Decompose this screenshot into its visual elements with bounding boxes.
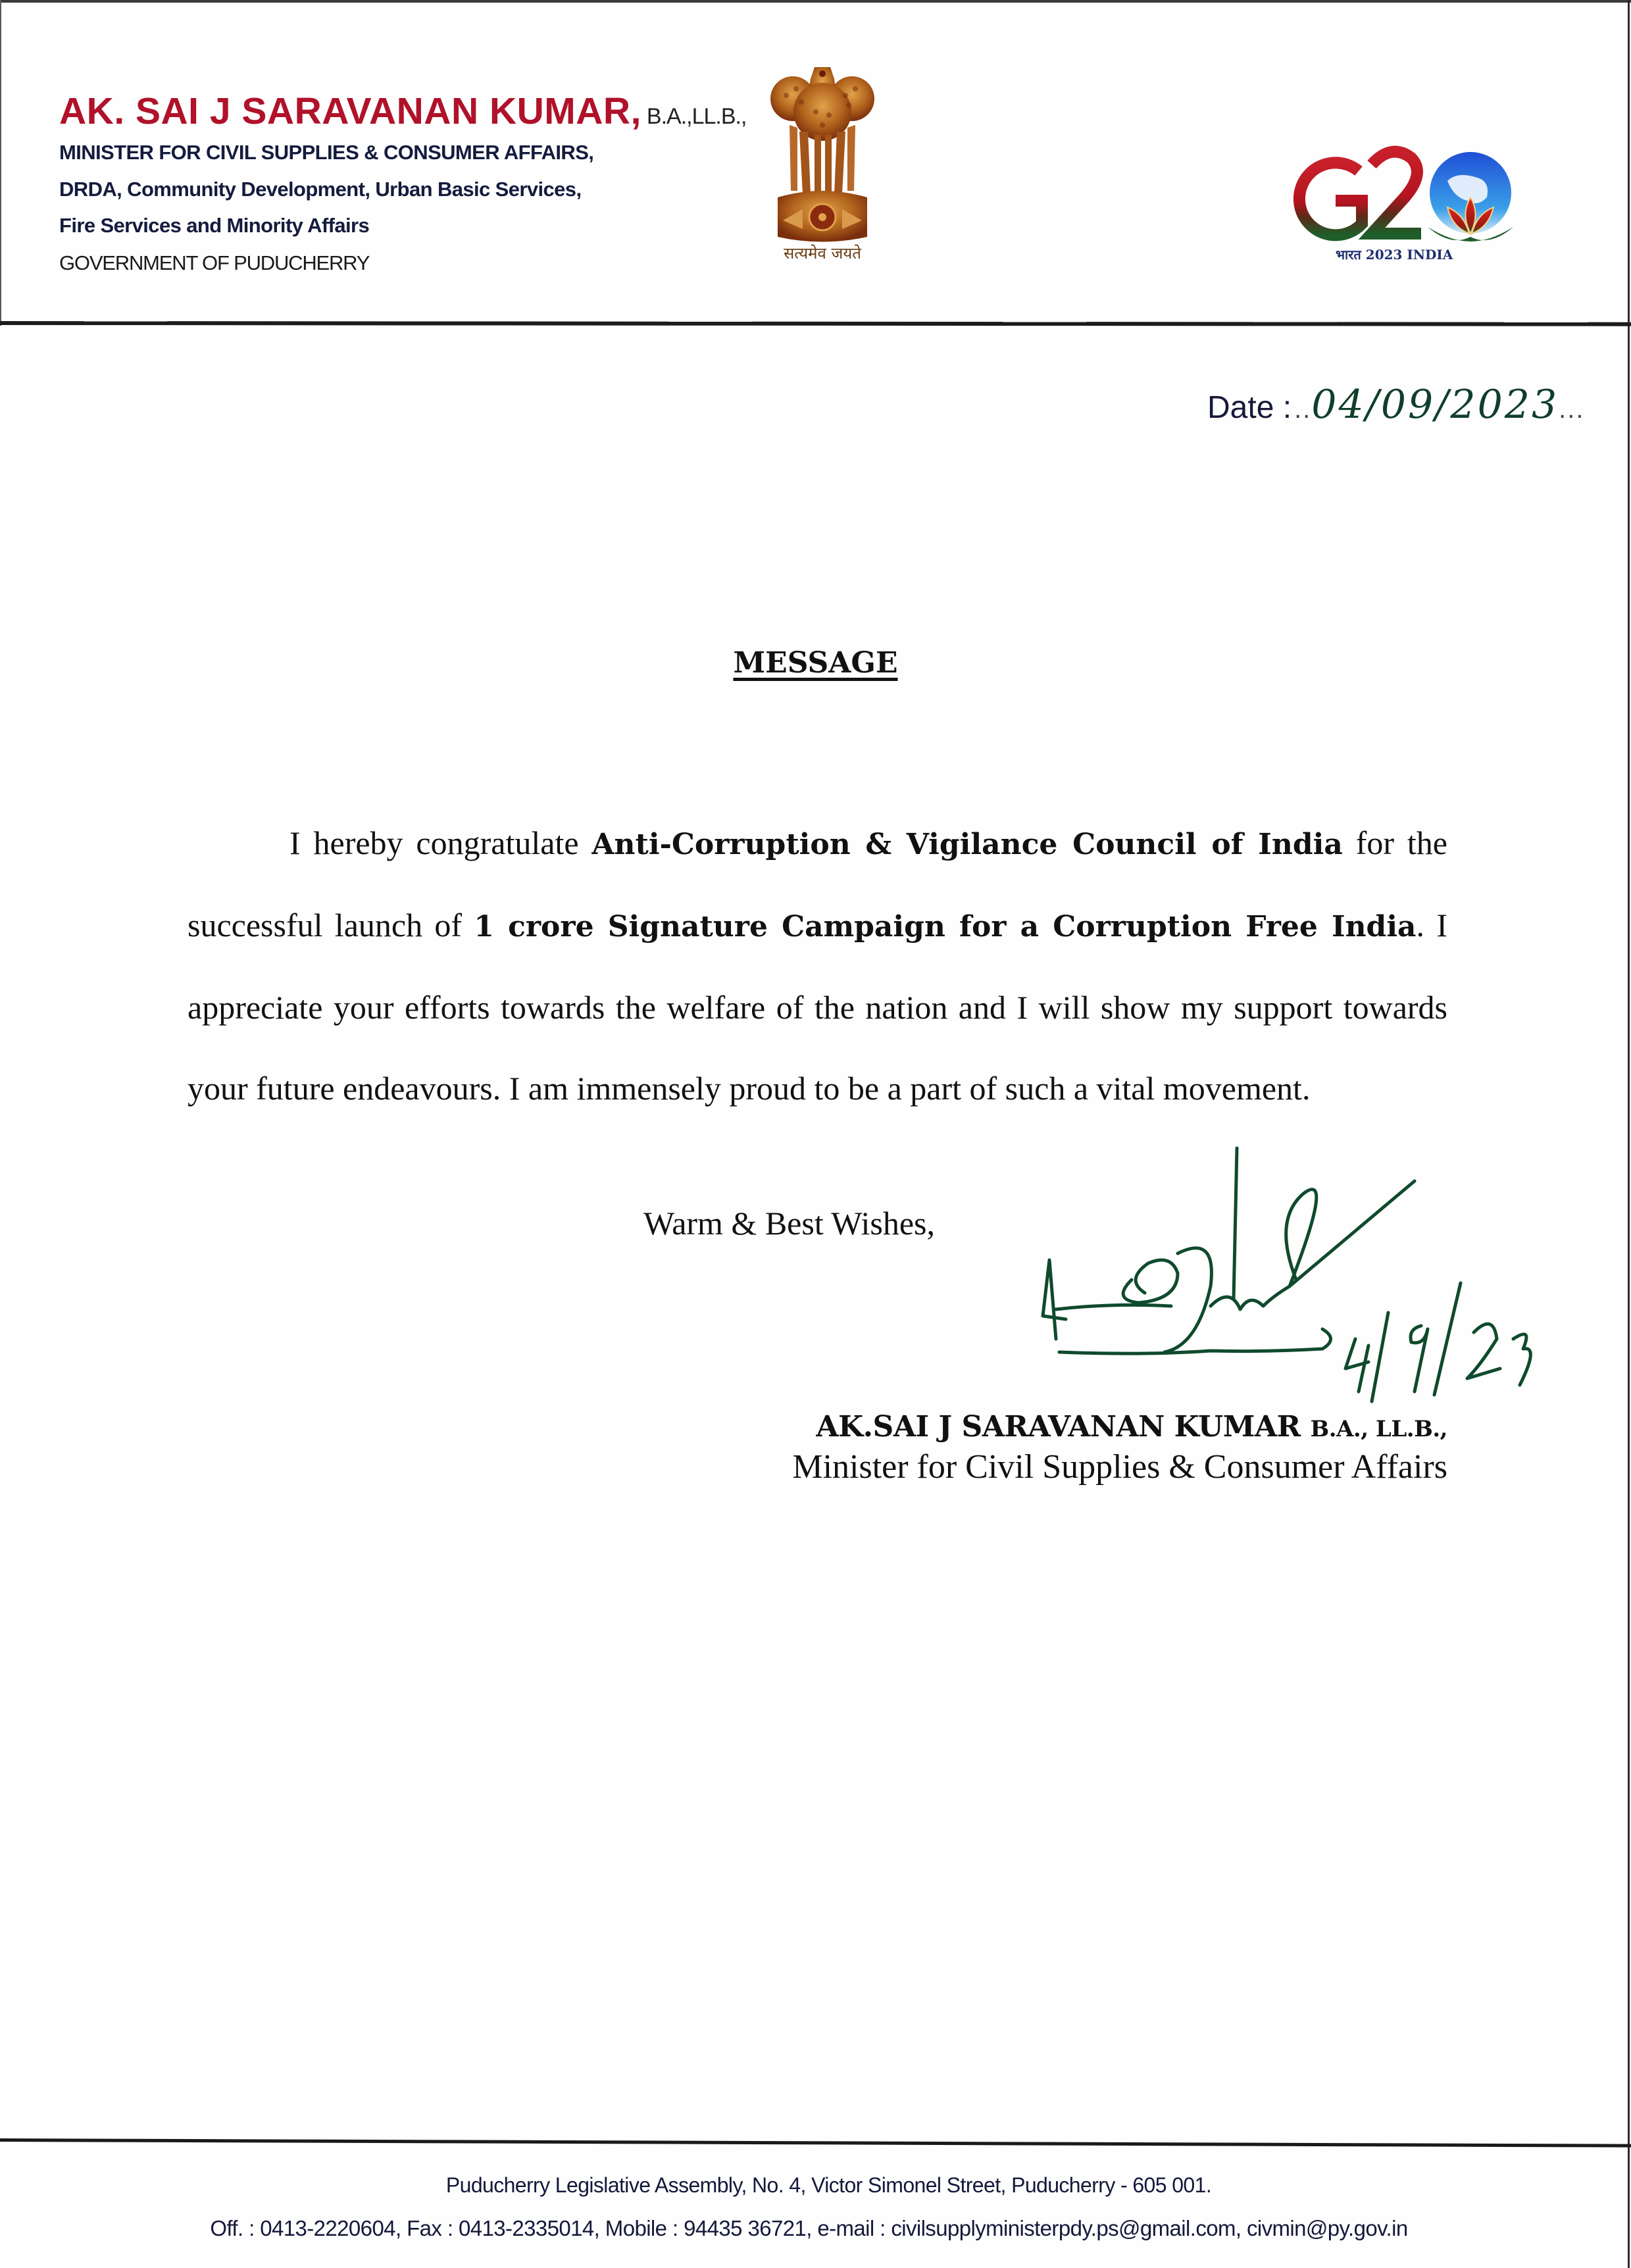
date-field bbox=[1207, 382, 1584, 428]
letterhead-title-line-1: MINISTER FOR CIVIL SUPPLIES & CONSUMER AFFAIRS, bbox=[59, 141, 594, 164]
footer-contacts: Off. : 0413-2220604, Fax : 0413-2335014, Mobile : 94435 36721, e-mail : civilsupplyministerpdy.ps@gmail.com, civmin@py.gov.in bbox=[210, 2216, 1408, 2240]
date-label: Date : bbox=[1207, 390, 1292, 425]
page-border-right bbox=[1628, 0, 1630, 2268]
date-value: 04/09/2023 bbox=[1311, 382, 1559, 428]
letterhead-title-line-2: DRDA, Community Development, Urban Basic Services, bbox=[59, 178, 582, 201]
body-org-name: Anti-Corruption & Vigilance Council of India bbox=[591, 828, 1343, 861]
signatory-designation: Minister for Civil Supplies & Consumer Affairs bbox=[792, 1448, 1447, 1486]
closing-salutation: Warm & Best Wishes, bbox=[643, 1205, 935, 1242]
letterhead-government: GOVERNMENT OF PUDUCHERRY bbox=[59, 251, 370, 274]
signatory-name-line bbox=[792, 1408, 1447, 1448]
body-text-1: I hereby congratulate bbox=[289, 824, 592, 861]
date-leader-dots: .. bbox=[1294, 395, 1312, 424]
g20-caption: भारत 2023 INDIA bbox=[1336, 247, 1453, 263]
signatory-name: AK.SAI J SARAVANAN KUMAR bbox=[816, 1410, 1301, 1444]
handwritten-signature-icon bbox=[1013, 1142, 1605, 1405]
header-divider bbox=[0, 321, 1631, 326]
letterhead-title-line-3: Fire Services and Minority Affairs bbox=[59, 214, 370, 237]
message-title bbox=[0, 646, 1631, 680]
minister-name-heading bbox=[59, 89, 746, 133]
message-title-text: MESSAGE bbox=[733, 646, 898, 680]
emblem-motto: सत्यमेव जयते bbox=[784, 244, 861, 263]
national-emblem-icon bbox=[763, 59, 882, 270]
footer-address: Puducherry Legislative Assembly, No. 4, Victor Simonel Street, Puducherry - 605 001. bbox=[445, 2173, 1212, 2197]
page-border-top bbox=[0, 0, 1631, 3]
body-campaign-name: 1 crore Signature Campaign for a Corruption Free India bbox=[474, 910, 1417, 944]
signatory-block bbox=[792, 1408, 1447, 1486]
date-trailing-dots: ... bbox=[1559, 395, 1585, 424]
page-border-left bbox=[0, 0, 1, 326]
body-text-3: . I appreciate your efforts towards the welfare of the nation and I will show my support towards your future endeavours. I am immensely proud to be a part of such a vital movement. bbox=[188, 907, 1448, 1107]
signatory-qualifications: B.A., LL.B., bbox=[1310, 1416, 1447, 1442]
message-body bbox=[188, 803, 1447, 1129]
minister-name: AK. SAI J SARAVANAN KUMAR, bbox=[59, 90, 641, 132]
body-text-2: for the successful launch of bbox=[188, 824, 1447, 944]
footer-divider bbox=[0, 2138, 1631, 2148]
minister-qualifications: B.A.,LL.B., bbox=[646, 104, 747, 129]
